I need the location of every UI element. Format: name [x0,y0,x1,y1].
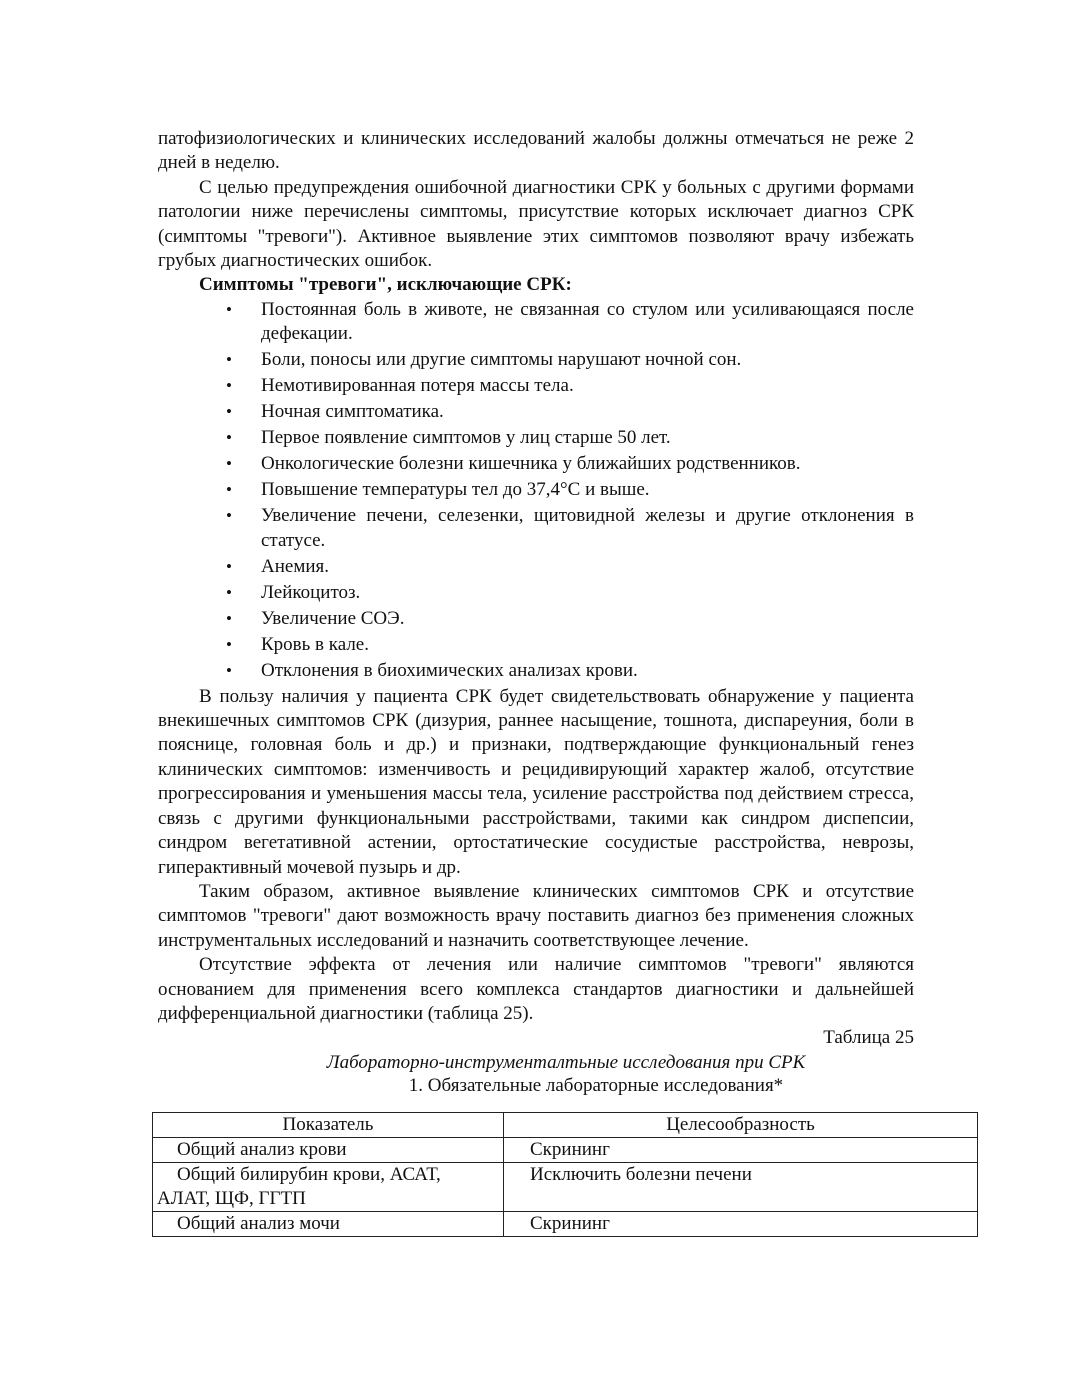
indicator-cell [153,1163,504,1212]
list-item: • Анемия. [158,555,914,579]
bullet-icon: • [226,480,232,500]
paragraph-conclusion: Таким образом, активное выявление клинических симптомов СРК и отсутствие симптомов "тревоги" дают возможность врачу поставить диагноз без применения сложных инструментальных исследований и назначить соответствующее лечение. [158,880,914,951]
table-header-row [153,1113,978,1138]
list-item: • Отклонения в биохимических анализах крови. [158,659,914,683]
bullet-icon: • [226,660,232,680]
table-row [153,1163,978,1212]
column-header-purpose: Целесообразность [504,1113,978,1138]
bullet-icon: • [226,350,232,370]
purpose-cell: Скрининг [504,1212,978,1237]
bullet-icon: • [226,608,232,628]
bullet-icon: • [226,299,232,319]
list-item: • Увеличение печени, селезенки, щитовидной железы и другие отклонения в статусе. [226,505,914,551]
purpose-cell: Исключить болезни печени [504,1163,978,1212]
list-item: • Первое появление симптомов у лиц старше 50 лет. [158,426,914,450]
table-number: Таблица 25 [823,1027,914,1049]
alarm-symptoms-heading: Симптомы "тревоги", исключающие СРК: [199,274,572,296]
bullet-icon: • [226,376,232,396]
indicator-cell: Общий анализ крови [153,1138,504,1163]
table-title: Лабораторно-инструменталтьные исследования при СРК [326,1051,806,1073]
list-item: • Увеличение СОЭ. [158,607,914,631]
table-subtitle: 1. Обязательные лабораторные исследования* [408,1075,784,1097]
list-item: • Постоянная боль в животе, не связанная со стулом или усиливающаяся после дефекации. [226,298,914,345]
paragraph-further-diagnostics: Отсутствие эффекта от лечения или наличие симптомов "тревоги" являются основанием для применения всего комплекса стандартов диагностики и дальнейшей дифференциальной диагностики (таблица 25). [158,954,914,1024]
bullet-icon: • [226,402,232,422]
list-item: • Немотивированная потеря массы тела. [158,374,914,398]
alarm-symptoms-list [158,298,914,683]
bullet-icon: • [226,454,232,474]
purpose-cell: Скрининг [504,1138,978,1163]
paragraph-extraintestinal-symptoms: В пользу наличия у пациента СРК будет свидетельствовать обнаружение у пациента внекишечных симптомов СРК (дизурия, раннее насыщение, тошнота, диспареуния, боли в пояснице, головная боль и др.) и признаки, подтверждающие функциональный генез клинических симптомов: изменчивость и рецидивирующий характер жалоб, отсутствие прогрессирования и уменьшения массы тела, усиление расстройства под действием стресса, связь с другими функциональными расстройствами, такими как синдром диспепсии, синдром вегетативной астении, ортостатические сосудистые расстройства, неврозы, гиперактивный мочевой пузырь и др. [158,685,914,878]
column-header-indicator: Показатель [153,1113,504,1138]
list-item: • Лейкоцитоз. [158,581,914,605]
indicator-line: Общий билирубин крови, АСАТ, [177,1164,441,1185]
indicator-line: АЛАТ, ЩФ, ГГТП [157,1188,306,1209]
bullet-icon: • [226,582,232,602]
bullet-icon: • [226,506,232,526]
list-item: • Ночная симптоматика. [158,400,914,424]
bullet-icon: • [226,634,232,654]
table-row [153,1138,978,1163]
list-item: • Боли, поносы или другие симптомы нарушают ночной сон. [158,348,914,372]
text-column [158,127,914,1097]
list-item: • Онкологические болезни кишечника у ближайших родственников. [158,452,914,476]
table-row [153,1212,978,1237]
list-item: • Повышение температуры тел до 37,4°С и выше. [158,478,914,502]
bullet-icon: • [226,428,232,448]
paragraph-continuation: патофизиологических и клинических исследований жалобы должны отмечаться не реже 2 дней в неделю. [158,128,914,174]
paragraph-misdiagnosis-prevention: С целью предупреждения ошибочной диагностики СРК у больных с другими формами патологии ниже перечислены симптомы, присутствие которых исключает диагноз СРК (симптомы "тревоги"). Активное выявление этих симптомов позволяют врачу избежать грубых диагностических ошибок. [158,176,914,272]
indicator-cell: Общий анализ мочи [153,1212,504,1237]
list-item: • Кровь в кале. [158,633,914,657]
bullet-icon: • [226,556,232,576]
lab-tests-table [152,1112,978,1237]
